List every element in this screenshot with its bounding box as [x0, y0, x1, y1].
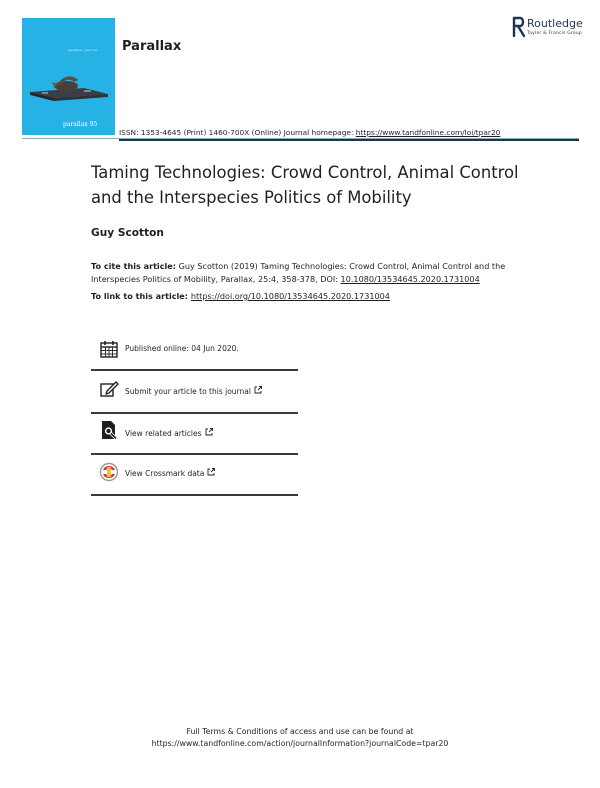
- action-divider: [91, 453, 298, 455]
- cover-artwork-icon: [28, 68, 110, 104]
- issn-text: ISSN: 1353-4645 (Print) 1460-700X (Online) Journal homepage:: [119, 128, 356, 137]
- external-link-icon: [254, 386, 262, 394]
- action-divider: [91, 412, 298, 414]
- journal-homepage-link[interactable]: https://www.tandfonline.com/loi/tpar20: [355, 128, 501, 137]
- cover-foot-label: parallax 95: [63, 121, 98, 128]
- header-accent-rule: [119, 139, 579, 141]
- journal-name: Parallax: [122, 39, 182, 54]
- article-author: Guy Scotton: [91, 227, 164, 239]
- calendar-icon: [99, 339, 119, 359]
- action-divider: [91, 369, 298, 371]
- published-online-text: Published online: 04 Jun 2020.: [125, 344, 239, 353]
- doi-link[interactable]: 10.1080/13534645.2020.1731004: [340, 274, 480, 284]
- submit-article-link[interactable]: [125, 386, 262, 396]
- crossmark-label: View Crossmark data: [125, 469, 205, 478]
- footer: [0, 726, 600, 750]
- routledge-logo-icon[interactable]: [512, 16, 526, 38]
- crossmark-icon: [99, 462, 119, 482]
- external-link-icon: [205, 428, 213, 436]
- article-link-row: [91, 291, 390, 301]
- footer-terms-text: Full Terms & Conditions of access and use can be found at: [186, 727, 414, 736]
- submit-article-label: Submit your article to this journal: [125, 387, 251, 396]
- publisher-name: Routledge: [527, 17, 583, 30]
- related-articles-label: View related articles: [125, 429, 202, 438]
- citation-block: [91, 260, 531, 286]
- document-search-icon: [99, 420, 119, 440]
- journal-cover-image[interactable]: [22, 18, 115, 135]
- link-label: To link to this article:: [91, 291, 191, 301]
- crossmark-link[interactable]: [125, 468, 215, 478]
- article-title: Taming Technologies: Crowd Control, Animal Control and the Interspecies Politics of Mobility: [91, 163, 519, 207]
- related-articles-link[interactable]: [125, 428, 213, 438]
- issn-line: [119, 128, 500, 137]
- footer-terms-link[interactable]: https://www.tandfonline.com/action/journalInformation?journalCode=tpar20: [151, 739, 449, 748]
- external-link-icon: [207, 468, 215, 476]
- article-doi-url-link[interactable]: https://doi.org/10.1080/13534645.2020.1731004: [190, 291, 390, 301]
- cover-top-label: parallax | journal: [68, 48, 97, 52]
- publisher-tagline: Taylor & Francis Group: [527, 31, 582, 36]
- cite-label: To cite this article:: [91, 261, 177, 271]
- cite-text: Guy Scotton (2019) Taming Technologies: Crowd Control, Animal Control and the Interspecies Politics of Mobility, Parallax, 25:4, 358-378, DOI:: [91, 261, 506, 284]
- edit-icon: [99, 379, 119, 399]
- action-divider: [91, 494, 298, 496]
